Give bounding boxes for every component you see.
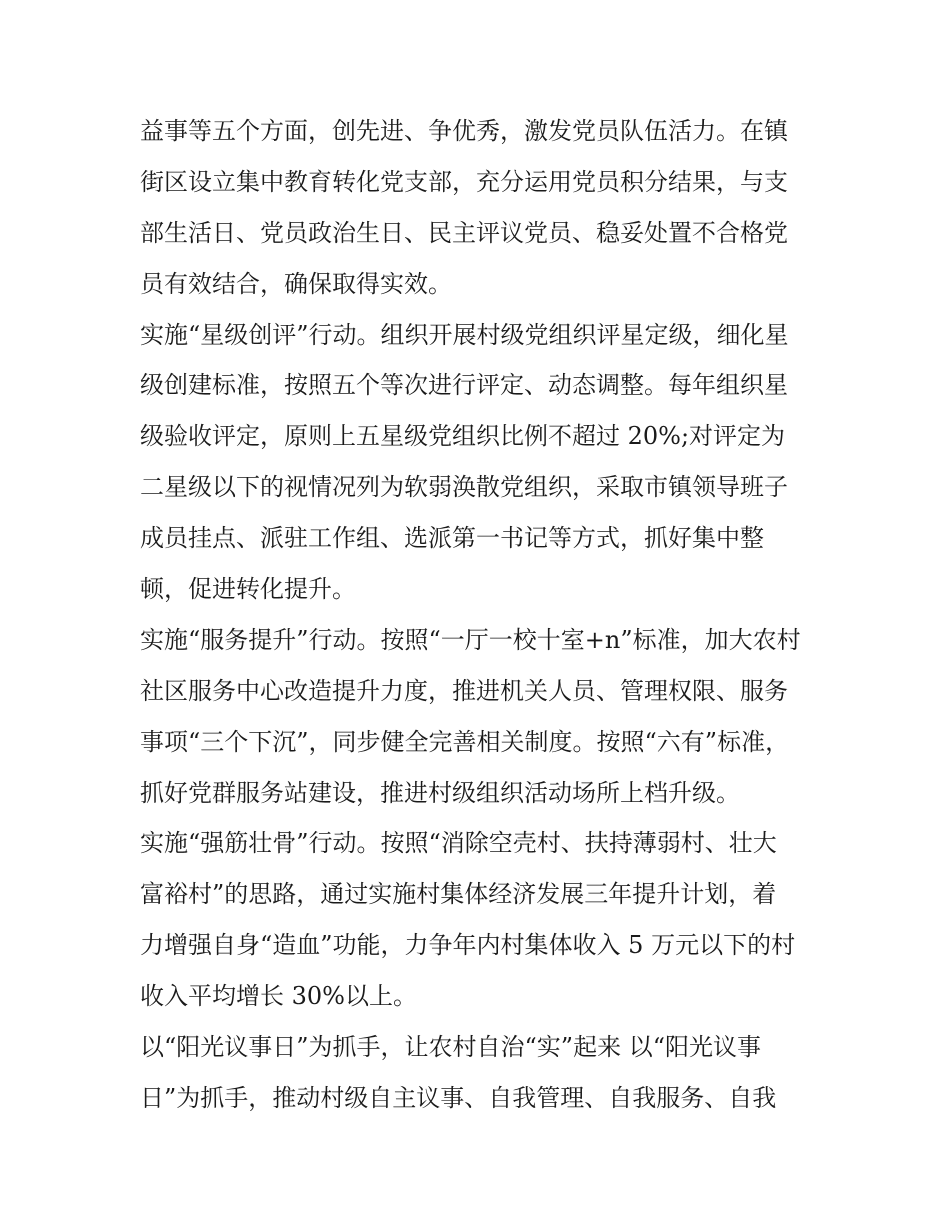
document-body — [140, 106, 830, 1124]
text-line: 顿，促进转化提升。 — [140, 575, 356, 604]
text-line: 级创建标准，按照五个等次进行评定、动态调整。每年组织星 — [140, 371, 788, 400]
text-line: 力增强自身“造血”功能，力争年内村集体收入 5 万元以下的村 — [140, 931, 796, 960]
text-line: 抓好党群服务站建设，推进村级组织活动场所上档升级。 — [140, 778, 740, 807]
text-line: 益事等五个方面，创先进、争优秀，激发党员队伍活力。在镇 — [140, 117, 788, 145]
text-line: 实施“强筋壮骨”行动。按照“消除空壳村、扶持薄弱村、壮大 — [140, 829, 777, 858]
text-line: 二星级以下的视情况列为软弱涣散党组织，采取市镇领导班子 — [140, 473, 788, 502]
text-line: 员有效结合，确保取得实效。 — [140, 269, 452, 298]
text-line: 以“阳光议事日”为抓手，让农村自治“实”起来 以“阳光议事 — [140, 1033, 761, 1062]
text-line: 日”为抓手，推动村级自主议事、自我管理、自我服务、自我 — [140, 1083, 777, 1112]
text-line: 级验收评定，原则上五星级党组织比例不超过 20%;对评定为 — [140, 422, 786, 451]
text-line: 收入平均增长 30%以上。 — [140, 982, 417, 1011]
text-line: 部生活日、党员政治生日、民主评议党员、稳妥处置不合格党 — [140, 218, 788, 247]
text-line: 实施“服务提升”行动。按照“一厅一校十室+n”标准，加大农村 — [140, 625, 801, 654]
text-line: 成员挂点、派驻工作组、选派第一书记等方式，抓好集中整 — [140, 524, 764, 553]
text-line: 富裕村”的思路，通过实施村集体经济发展三年提升计划，着 — [140, 880, 777, 909]
text-line: 社区服务中心改造提升力度，推进机关人员、管理权限、服务 — [140, 676, 788, 705]
text-line: 街区设立集中教育转化党支部，充分运用党员积分结果，与支 — [140, 167, 788, 196]
text-line: 实施“星级创评”行动。组织开展村级党组织评星定级，细化星 — [140, 320, 789, 349]
text-line: 事项“三个下沉”，同步健全完善相关制度。按照“六有”标准， — [140, 727, 790, 756]
